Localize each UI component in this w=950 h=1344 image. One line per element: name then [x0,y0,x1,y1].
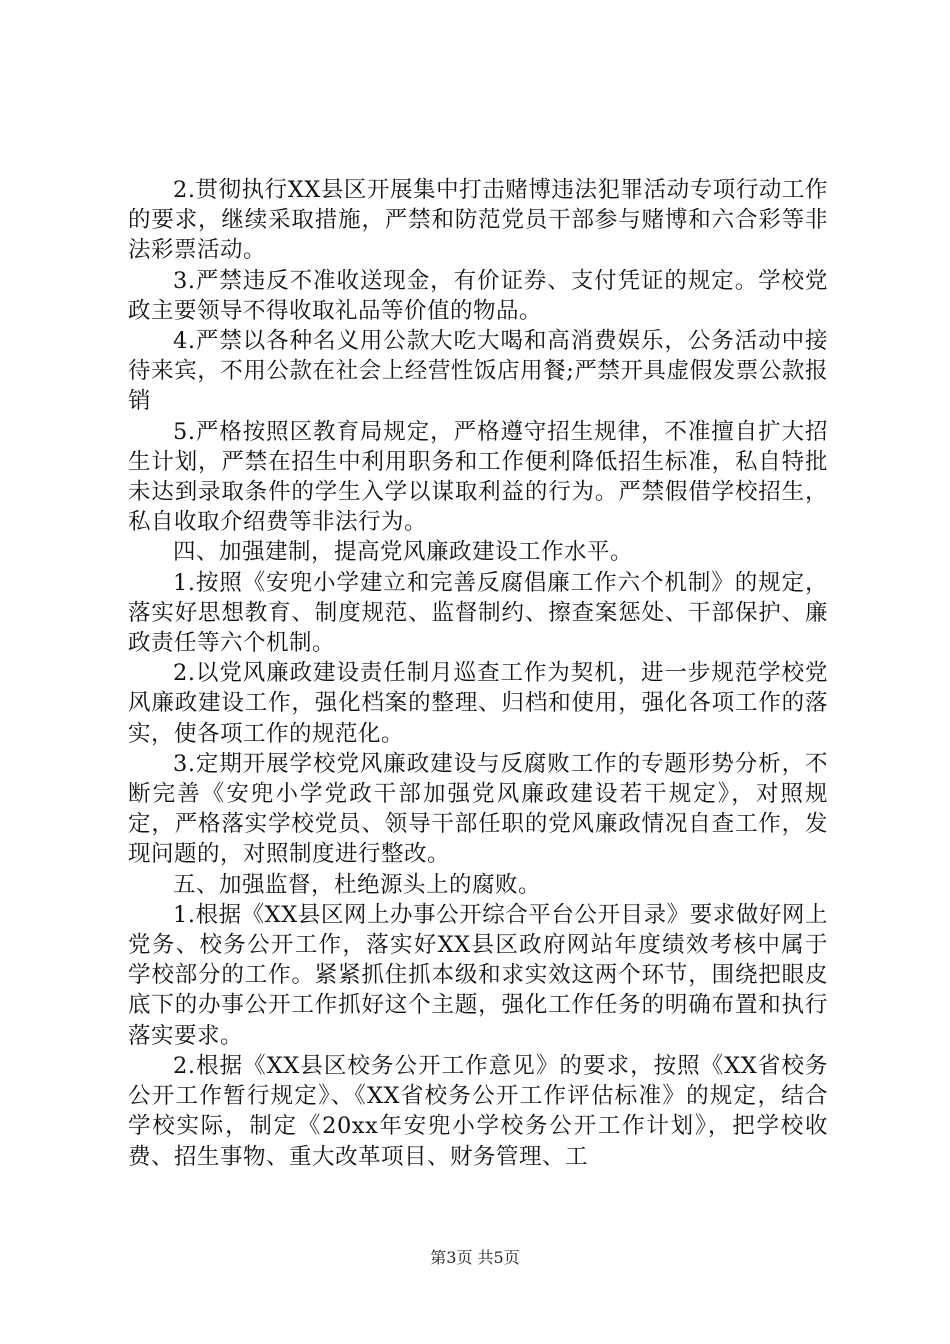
paragraph: 1.根据《XX县区网上办事公开综合平台公开目录》要求做好网上党务、校务公开工作，落实好XX县区政府网站年度绩效考核中属于学校部分的工作。紧紧抓住抓本级和求实效这两个环节，围绕把眼皮底下的办事公开工作抓好这个主题，强化工作任务的明确布置和执行落实要求。 [128,901,828,1049]
paragraph: 3.严禁违反不准收送现金，有价证券、支付凭证的规定。学校党政主要领导不得收取礼品等价值的物品。 [128,267,828,324]
document-body [128,175,828,1172]
paragraph: 2.贯彻执行XX县区开展集中打击赌博违法犯罪活动专项行动工作的要求，继续采取措施，严禁和防范党员干部参与赌博和六合彩等非法彩票活动。 [128,177,828,264]
paragraph: 5.严格按照区教育局规定，严格遵守招生规律，不准擅自扩大招生计划，严禁在招生中利用职务和工作便利降低招生标准，私自特批未达到录取条件的学生入学以谋取利益的行为。严禁假借学校招生，私自收取介绍费等非法行为。 [128,418,828,536]
paragraph: 1.按照《安兜小学建立和完善反腐倡廉工作六个机制》的规定，落实好思想教育、制度规范、监督制约、擦查案惩处、干部保护、廉政责任等六个机制。 [128,569,828,657]
paragraph: 4.严禁以各种名义用公款大吃大喝和高消费娱乐，公务活动中接待来宾，不用公款在社会上经营性饭店用餐;严禁开具虚假发票公款报销 [128,328,828,415]
paragraph: 2.以党风廉政建设责任制月巡查工作为契机，进一步规范学校党风廉政建设工作，强化档案的整理、归档和使用，强化各项工作的落实，使各项工作的规范化。 [128,660,828,747]
page-number: 第3页 共5页 [430,1248,520,1267]
paragraph: 2.根据《XX县区校务公开工作意见》的要求，按照《XX省校务公开工作暂行规定》、《XX省校务公开工作评估标准》的规定，结合学校实际，制定《20xx年安兜小学校务公开工作计划》，把学校收费、招生事物、重大改革项目、财务管理、工 [128,1052,828,1170]
section-heading: 五、加强监督，杜绝源头上的腐败。 [173,871,542,898]
paragraph: 3.定期开展学校党风廉政建设与反腐败工作的专题形势分析，不断完善《安兜小学党政干部加强党风廉政建设若干规定》，对照规定，严格落实学校党员、领导干部任职的党风廉政情况自查工作，发现问题的，对照制度进行整改。 [128,750,828,868]
section-heading: 四、加强建制，提高党风廉政建设工作水平。 [173,539,634,566]
